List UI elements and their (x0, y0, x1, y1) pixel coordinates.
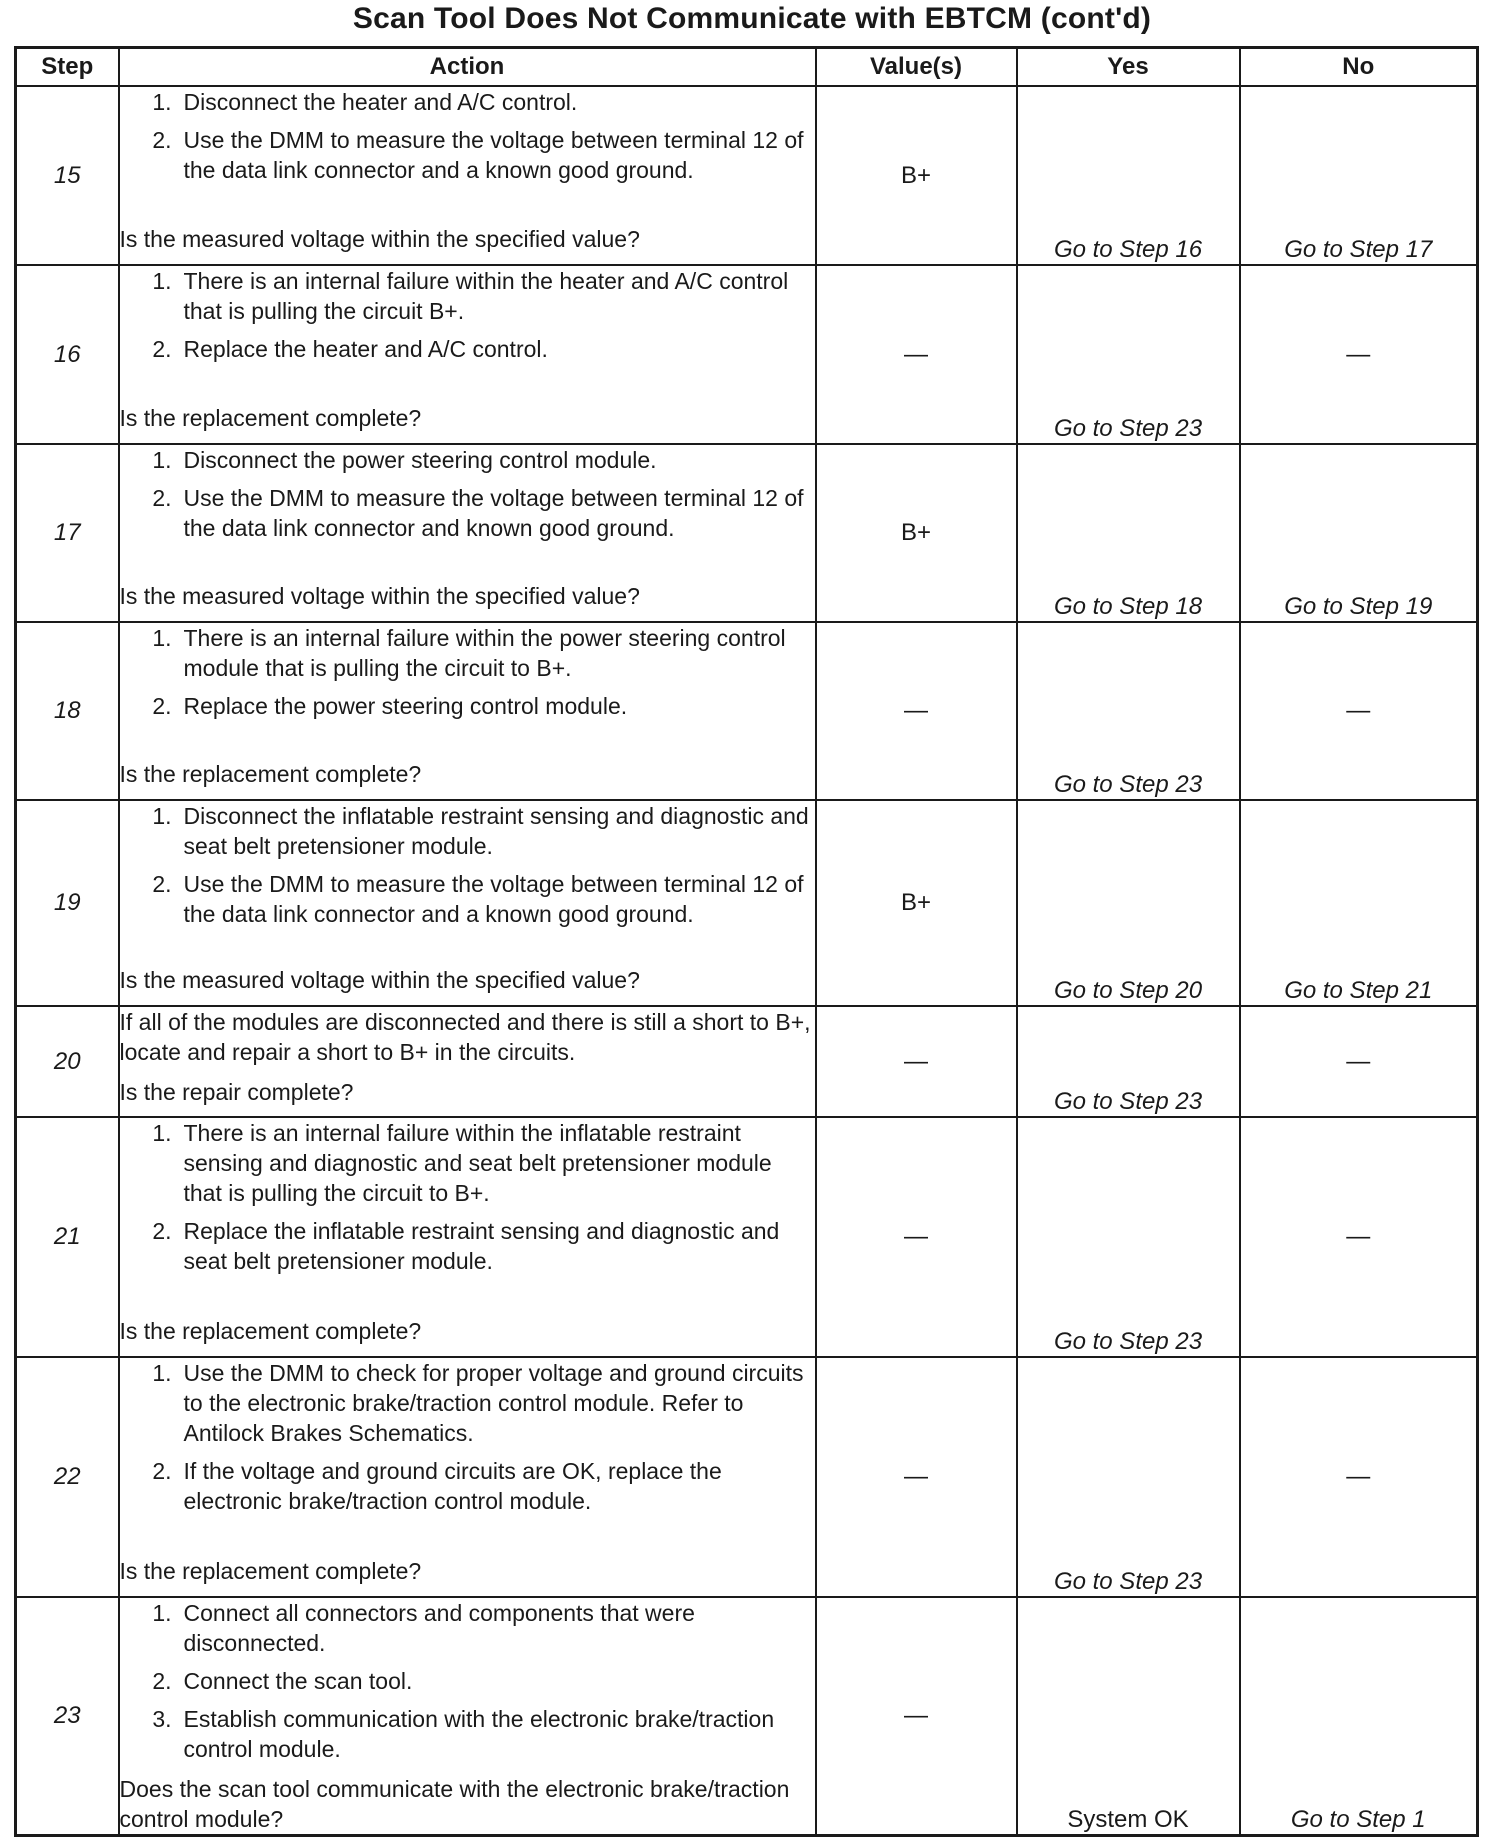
action-step-text: Use the DMM to measure the voltage between terminal 12 of the data link connector and a known good ground. (183, 871, 804, 927)
step-number: 19 (16, 800, 119, 1006)
value-cell: — (816, 622, 1017, 800)
action-question: Is the measured voltage within the specified value? (119, 583, 640, 609)
action-step-text: Use the DMM to measure the voltage between terminal 12 of the data link connector and a known good ground. (183, 127, 804, 183)
action-step-text: Replace the power steering control module. (183, 693, 628, 719)
no-cell: Go to Step 1 (1240, 1597, 1478, 1835)
action-question: Is the repair complete? (119, 1079, 354, 1105)
action-step (120, 1598, 815, 1658)
header-no: No (1240, 48, 1478, 87)
action-cell (119, 1597, 816, 1835)
action-step-number: 1. (152, 89, 172, 115)
table-row (16, 86, 1478, 265)
table-row (16, 800, 1478, 1006)
action-question: Does the scan tool communicate with the electronic brake/traction control module? (119, 1776, 790, 1832)
value-cell: B+ (816, 444, 1017, 622)
action-question: Is the replacement complete? (119, 405, 422, 431)
action-step-number: 2. (152, 336, 172, 362)
action-step (120, 1118, 815, 1208)
step-number: 21 (16, 1117, 119, 1357)
yes-cell: Go to Step 23 (1017, 1117, 1240, 1357)
no-cell: — (1240, 1117, 1478, 1357)
table-row (16, 622, 1478, 800)
action-step-text: Use the DMM to check for proper voltage and ground circuits to the electronic brake/traction control module. Refer to Antilock Brakes Schematics. (183, 1360, 804, 1446)
yes-cell: Go to Step 23 (1017, 1006, 1240, 1117)
action-step-text: There is an internal failure within the inflatable restraint sensing and diagnostic and seat belt pretensioner module that is pulling the circuit to B+. (183, 1120, 772, 1206)
action-step-number: 1. (152, 447, 172, 473)
table-row (16, 265, 1478, 444)
action-step-text: Use the DMM to measure the voltage between terminal 12 of the data link connector and known good ground. (183, 485, 804, 541)
yes-cell: Go to Step 23 (1017, 265, 1240, 444)
step-number: 17 (16, 444, 119, 622)
action-question: Is the replacement complete? (119, 1558, 422, 1584)
action-step (120, 87, 815, 117)
action-steps (120, 87, 815, 193)
table-row (16, 1597, 1478, 1835)
yes-cell: Go to Step 23 (1017, 1357, 1240, 1597)
action-paragraph: If all of the modules are disconnected and there is still a short to B+, locate and repair a short to B+ in the circuits. (119, 1009, 811, 1065)
header-action: Action (119, 48, 816, 87)
action-cell (119, 86, 816, 265)
action-step-text: Replace the inflatable restraint sensing and diagnostic and seat belt pretensioner module. (183, 1218, 780, 1274)
value-cell: — (816, 1597, 1017, 1835)
action-cell (119, 1006, 816, 1117)
action-step (120, 483, 815, 543)
action-step-number: 1. (152, 803, 172, 829)
header-step: Step (16, 48, 119, 87)
action-step (120, 266, 815, 326)
action-step (120, 125, 815, 185)
value-cell: — (816, 1357, 1017, 1597)
action-step-number: 2. (152, 1668, 172, 1694)
value-cell: B+ (816, 800, 1017, 1006)
action-cell (119, 622, 816, 800)
yes-cell: Go to Step 20 (1017, 800, 1240, 1006)
yes-cell: Go to Step 23 (1017, 622, 1240, 800)
action-question: Is the measured voltage within the specified value? (119, 967, 640, 993)
action-step (120, 334, 815, 364)
action-step (120, 1456, 815, 1516)
action-question: Is the measured voltage within the specified value? (119, 226, 640, 252)
step-number: 22 (16, 1357, 119, 1597)
no-cell: — (1240, 622, 1478, 800)
action-step-text: Disconnect the heater and A/C control. (183, 89, 578, 115)
action-step (120, 1704, 815, 1764)
action-step (120, 801, 815, 861)
action-steps (120, 266, 815, 372)
action-step-text: Connect the scan tool. (183, 1668, 413, 1694)
action-step-number: 1. (152, 1120, 172, 1146)
no-cell: Go to Step 17 (1240, 86, 1478, 265)
action-step-number: 2. (152, 871, 172, 897)
action-step (120, 1666, 815, 1696)
action-step-number: 1. (152, 1600, 172, 1626)
action-step-text: If the voltage and ground circuits are OK, replace the electronic brake/traction control module. (183, 1458, 722, 1514)
header-yes: Yes (1017, 48, 1240, 87)
no-cell: Go to Step 21 (1240, 800, 1478, 1006)
action-step-text: There is an internal failure within the heater and A/C control that is pulling the circuit B+. (183, 268, 789, 324)
action-cell (119, 1117, 816, 1357)
no-cell: Go to Step 19 (1240, 444, 1478, 622)
action-steps (120, 1118, 815, 1284)
action-step (120, 1216, 815, 1276)
action-step-number: 3. (152, 1706, 172, 1732)
action-steps (120, 623, 815, 729)
action-step-number: 2. (152, 127, 172, 153)
action-cell (119, 265, 816, 444)
action-steps (120, 445, 815, 551)
action-step (120, 869, 815, 929)
action-step-text: Connect all connectors and components that were disconnected. (183, 1600, 695, 1656)
action-step (120, 691, 815, 721)
action-steps (120, 801, 815, 937)
step-number: 15 (16, 86, 119, 265)
value-cell: — (816, 265, 1017, 444)
no-cell: — (1240, 265, 1478, 444)
action-cell (119, 800, 816, 1006)
action-step-text: There is an internal failure within the power steering control module that is pulling the circuit to B+. (183, 625, 786, 681)
action-step (120, 623, 815, 683)
table-row (16, 1357, 1478, 1597)
action-step-number: 2. (152, 693, 172, 719)
table-row (16, 444, 1478, 622)
action-step-number: 1. (152, 1360, 172, 1386)
yes-cell: Go to Step 16 (1017, 86, 1240, 265)
no-cell: — (1240, 1357, 1478, 1597)
value-cell: B+ (816, 86, 1017, 265)
action-step-number: 1. (152, 625, 172, 651)
action-steps (120, 1598, 815, 1772)
action-step-text: Replace the heater and A/C control. (183, 336, 548, 362)
no-cell: — (1240, 1006, 1478, 1117)
page-title: Scan Tool Does Not Communicate with EBTCM (cont'd) (352, 2, 1152, 35)
step-number: 16 (16, 265, 119, 444)
action-cell (119, 1357, 816, 1597)
step-number: 20 (16, 1006, 119, 1117)
yes-cell: Go to Step 18 (1017, 444, 1240, 622)
action-step-text: Disconnect the power steering control module. (183, 447, 657, 473)
action-question: Is the replacement complete? (119, 1318, 422, 1344)
table-row (16, 1117, 1478, 1357)
action-step-number: 1. (152, 268, 172, 294)
step-number: 18 (16, 622, 119, 800)
action-steps (120, 1358, 815, 1524)
diagnostic-table (14, 46, 1479, 1837)
action-step-text: Establish communication with the electronic brake/traction control module. (183, 1706, 775, 1762)
action-question: Is the replacement complete? (119, 761, 422, 787)
action-step-number: 2. (152, 485, 172, 511)
value-cell: — (816, 1117, 1017, 1357)
value-cell: — (816, 1006, 1017, 1117)
action-step-number: 2. (152, 1218, 172, 1244)
action-step-text: Disconnect the inflatable restraint sensing and diagnostic and seat belt pretensioner module. (183, 803, 809, 859)
table-row (16, 1006, 1478, 1117)
step-number: 23 (16, 1597, 119, 1835)
action-cell (119, 444, 816, 622)
header-values: Value(s) (816, 48, 1017, 87)
action-step (120, 1358, 815, 1448)
action-step (120, 445, 815, 475)
header-row (16, 48, 1478, 87)
action-step-number: 2. (152, 1458, 172, 1484)
yes-cell: System OK (1017, 1597, 1240, 1835)
